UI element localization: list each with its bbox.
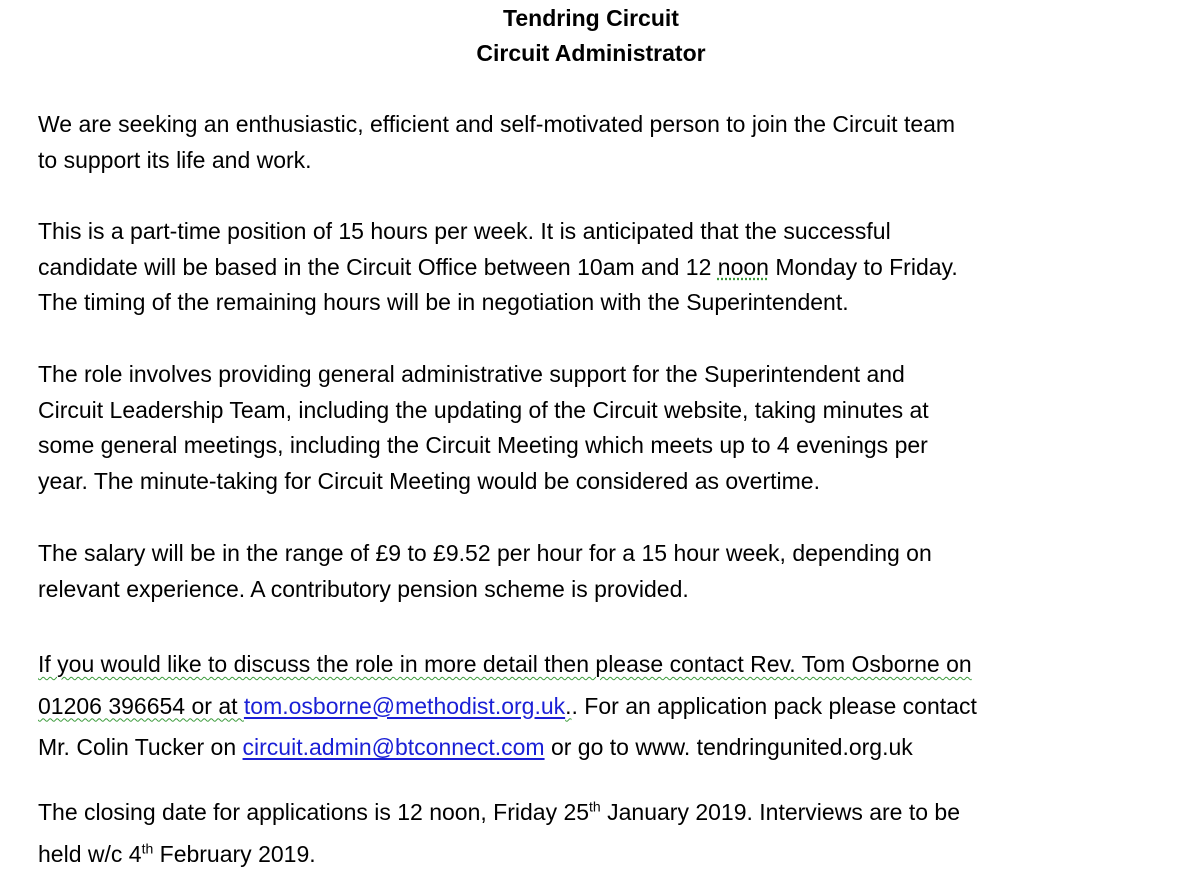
document-subtitle: Circuit Administrator	[476, 40, 706, 66]
email-link-circuit-admin[interactable]: circuit.admin@btconnect.com	[242, 734, 545, 760]
contact-line-3-prefix: Mr. Colin Tucker on	[38, 734, 243, 760]
role-line-4: year. The minute-taking for Circuit Meeting would be considered as overtime.	[38, 467, 820, 494]
grammar-flagged-word: noon	[717, 253, 769, 280]
contact-line-3-suffix: or go to www. tendringunited.org.uk	[544, 734, 913, 760]
contact-paragraph	[38, 644, 1178, 769]
role-line-2: Circuit Leadership Team, including the updating of the Circuit website, taking minutes at	[38, 396, 929, 423]
hours-line-3: The timing of the remaining hours will be in negotiation with the Superintendent.	[38, 289, 849, 315]
closing-line-2-start: held w/c 4	[38, 840, 142, 867]
intro-line-2: to support its life and work.	[38, 146, 312, 173]
role-paragraph	[38, 357, 1178, 499]
closing-line-2	[38, 834, 1178, 876]
ordinal-suffix: th	[589, 798, 601, 815]
document-title: Tendring Circuit	[503, 5, 679, 31]
role-line-3: some general meetings, including the Circuit Meeting which meets up to 4 evenings per	[38, 432, 928, 458]
salary-line-2: relevant experience. A contributory pension scheme is provided.	[38, 575, 689, 602]
ordinal-suffix: th	[141, 839, 154, 856]
closing-line-1-start: The closing date for applications is 12 noon, Friday 25	[38, 799, 590, 825]
email-link-tom-osborne[interactable]: tom.osborne@methodist.org.uk	[243, 692, 566, 719]
closing-paragraph	[38, 792, 1178, 875]
contact-line-2-suffix: . For an application pack please contact	[571, 692, 977, 719]
hours-line-2-start: candidate will be based in the Circuit Office between 10am and 12	[38, 253, 718, 280]
role-line-1: The role involves providing general administrative support for the Superintendent and	[38, 361, 905, 387]
closing-line-1-end: January 2019. Interviews are to be	[600, 799, 960, 825]
intro-paragraph	[38, 107, 1178, 178]
hours-paragraph	[38, 214, 1178, 321]
contact-line-2-prefix: 01206 396654 or at	[38, 692, 244, 719]
contact-line-1	[38, 644, 1178, 686]
contact-line-1-text: If you would like to discuss the role in more detail then please contact Rev. Tom Osborne on	[38, 651, 972, 677]
hours-line-1: This is a part-time position of 15 hours per week. It is anticipated that the successful	[38, 218, 891, 244]
salary-line-1: The salary will be in the range of £9 to £9.52 per hour for a 15 hour week, depending on	[38, 540, 932, 566]
contact-line-3	[38, 727, 1178, 769]
closing-line-1	[38, 792, 1178, 834]
salary-paragraph	[38, 536, 1178, 607]
intro-line-1: We are seeking an enthusiastic, efficient and self-motivated person to join the Circuit team	[38, 111, 956, 137]
hours-line-2-end: Monday to Friday.	[768, 253, 958, 280]
contact-line-2-period: .	[565, 692, 572, 719]
closing-line-2-end: February 2019.	[153, 840, 316, 867]
contact-line-2	[38, 686, 1178, 728]
hours-line-2	[38, 250, 1178, 286]
